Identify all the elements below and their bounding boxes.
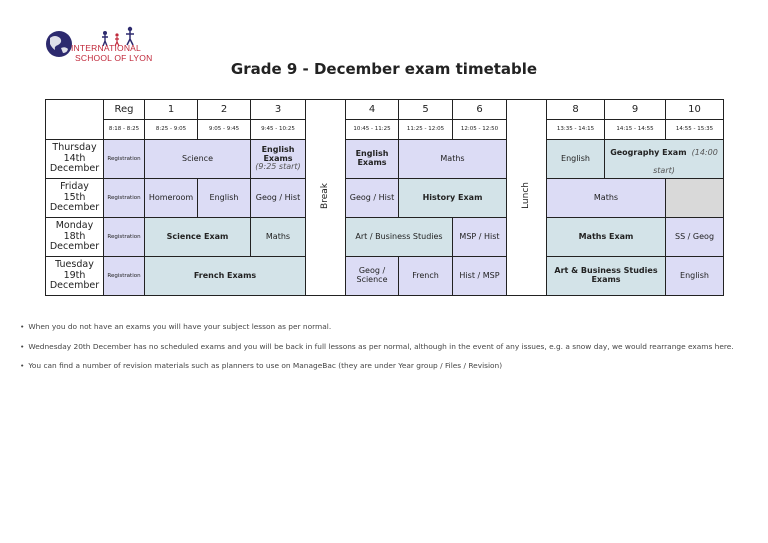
period-time: 8:25 - 9:05 <box>145 120 198 140</box>
day-row-friday <box>46 179 724 218</box>
page-title: Grade 9 - December exam timetable <box>230 60 538 78</box>
bullet-icon: • <box>20 361 25 370</box>
day-label <box>46 218 104 257</box>
period-time: 14:15 - 14:55 <box>605 120 666 140</box>
registration-cell: Registration <box>104 257 145 296</box>
period-header: 3 <box>251 100 306 120</box>
note-text: Wednesday 20th December has no scheduled exams and you will be back in full lessons as per normal, although in the event of any issues, e.g. a snow day, we would rearrange exams here. <box>28 341 734 351</box>
period-time: 9:45 - 10:25 <box>251 120 306 140</box>
day-name: Tuesday <box>55 259 94 271</box>
timetable-cell: Science Exam <box>145 218 251 257</box>
period-time: 11:25 - 12:05 <box>399 120 453 140</box>
bullet-icon: • <box>20 322 25 331</box>
logo-text-line1: INTERNATIONAL <box>71 43 141 53</box>
day-name: Thursday <box>52 142 97 154</box>
timetable-cell <box>605 140 724 179</box>
timetable-cell: French Exams <box>145 257 306 296</box>
period-time: 9:05 - 9:45 <box>198 120 251 140</box>
period-header: 6 <box>453 100 507 120</box>
cell-label: English Exams <box>261 144 295 163</box>
break-label: Break <box>319 182 330 209</box>
cell-note: (9:25 start) <box>255 162 301 172</box>
timetable-cell: Geog / Hist <box>251 179 306 218</box>
note-item <box>20 361 734 370</box>
day-name: Monday <box>55 220 94 232</box>
time-row <box>46 120 724 140</box>
timetable-cell: Art / Business Studies <box>346 218 453 257</box>
lunch-label: Lunch <box>520 182 531 210</box>
period-header: 10 <box>666 100 724 120</box>
timetable-cell: SS / Geog <box>666 218 724 257</box>
period-time: 12:05 - 12:50 <box>453 120 507 140</box>
day-month: December <box>49 241 100 253</box>
timetable-cell: Hist / MSP <box>453 257 507 296</box>
registration-cell: Registration <box>104 218 145 257</box>
day-name: Friday <box>60 181 89 193</box>
period-header: Reg <box>104 100 145 120</box>
timetable-cell: Geog / Hist <box>346 179 399 218</box>
day-month: December <box>49 202 100 214</box>
timetable-cell: Maths <box>251 218 306 257</box>
note-item <box>20 342 734 351</box>
timetable-cell: Maths Exam <box>547 218 666 257</box>
note-text: When you do not have an exams you will have your subject lesson as per normal. <box>28 322 332 331</box>
day-month: December <box>49 163 100 175</box>
timetable-cell: English <box>547 140 605 179</box>
cell-label: Geography Exam <box>610 148 687 158</box>
bullet-icon: • <box>20 341 25 351</box>
day-label <box>46 179 104 218</box>
day-row-tuesday <box>46 257 724 296</box>
day-label <box>46 140 104 179</box>
corner-cell <box>46 100 104 140</box>
period-header: 9 <box>605 100 666 120</box>
timetable-cell: English <box>198 179 251 218</box>
period-row <box>46 100 724 120</box>
break-column <box>306 100 346 296</box>
day-date: 18th <box>63 230 86 242</box>
period-header: 4 <box>346 100 399 120</box>
period-header: 2 <box>198 100 251 120</box>
period-time: 10:45 - 11:25 <box>346 120 399 140</box>
timetable-cell: Maths <box>399 140 507 179</box>
logo-text-line2: SCHOOL OF LYON <box>75 53 153 63</box>
note-text: You can find a number of revision materials such as planners to use on ManageBac (they are under Year group / Files / Revision) <box>28 361 503 370</box>
day-row-thursday <box>46 140 724 179</box>
lunch-column <box>507 100 547 296</box>
timetable-cell: MSP / Hist <box>453 218 507 257</box>
period-time: 13:35 - 14:15 <box>547 120 605 140</box>
registration-cell: Registration <box>104 140 145 179</box>
notes-list <box>20 322 734 381</box>
note-item <box>20 322 734 331</box>
period-header: 8 <box>547 100 605 120</box>
day-date: 14th <box>63 152 86 164</box>
exam-timetable <box>45 99 724 296</box>
timetable-cell: English <box>666 257 724 296</box>
period-time: 8:18 - 8:25 <box>104 120 145 140</box>
timetable-cell: French <box>399 257 453 296</box>
empty-cell <box>666 179 724 218</box>
registration-cell: Registration <box>104 179 145 218</box>
day-row-monday <box>46 218 724 257</box>
timetable-cell <box>251 140 306 179</box>
period-time: 14:55 - 15:35 <box>666 120 724 140</box>
period-header: 5 <box>399 100 453 120</box>
day-label <box>46 257 104 296</box>
timetable-cell: English Exams <box>346 140 399 179</box>
day-date: 15th <box>63 191 86 203</box>
timetable-cell: Homeroom <box>145 179 198 218</box>
cell-note: (14:00 start) <box>653 148 718 175</box>
timetable-cell: Geog / Science <box>346 257 399 296</box>
period-header: 1 <box>145 100 198 120</box>
timetable-cell: Art & Business Studies Exams <box>547 257 666 296</box>
timetable-cell: History Exam <box>399 179 507 218</box>
day-month: December <box>49 280 100 292</box>
day-date: 19th <box>63 269 86 281</box>
timetable-cell: Maths <box>547 179 666 218</box>
timetable-cell: Science <box>145 140 251 179</box>
